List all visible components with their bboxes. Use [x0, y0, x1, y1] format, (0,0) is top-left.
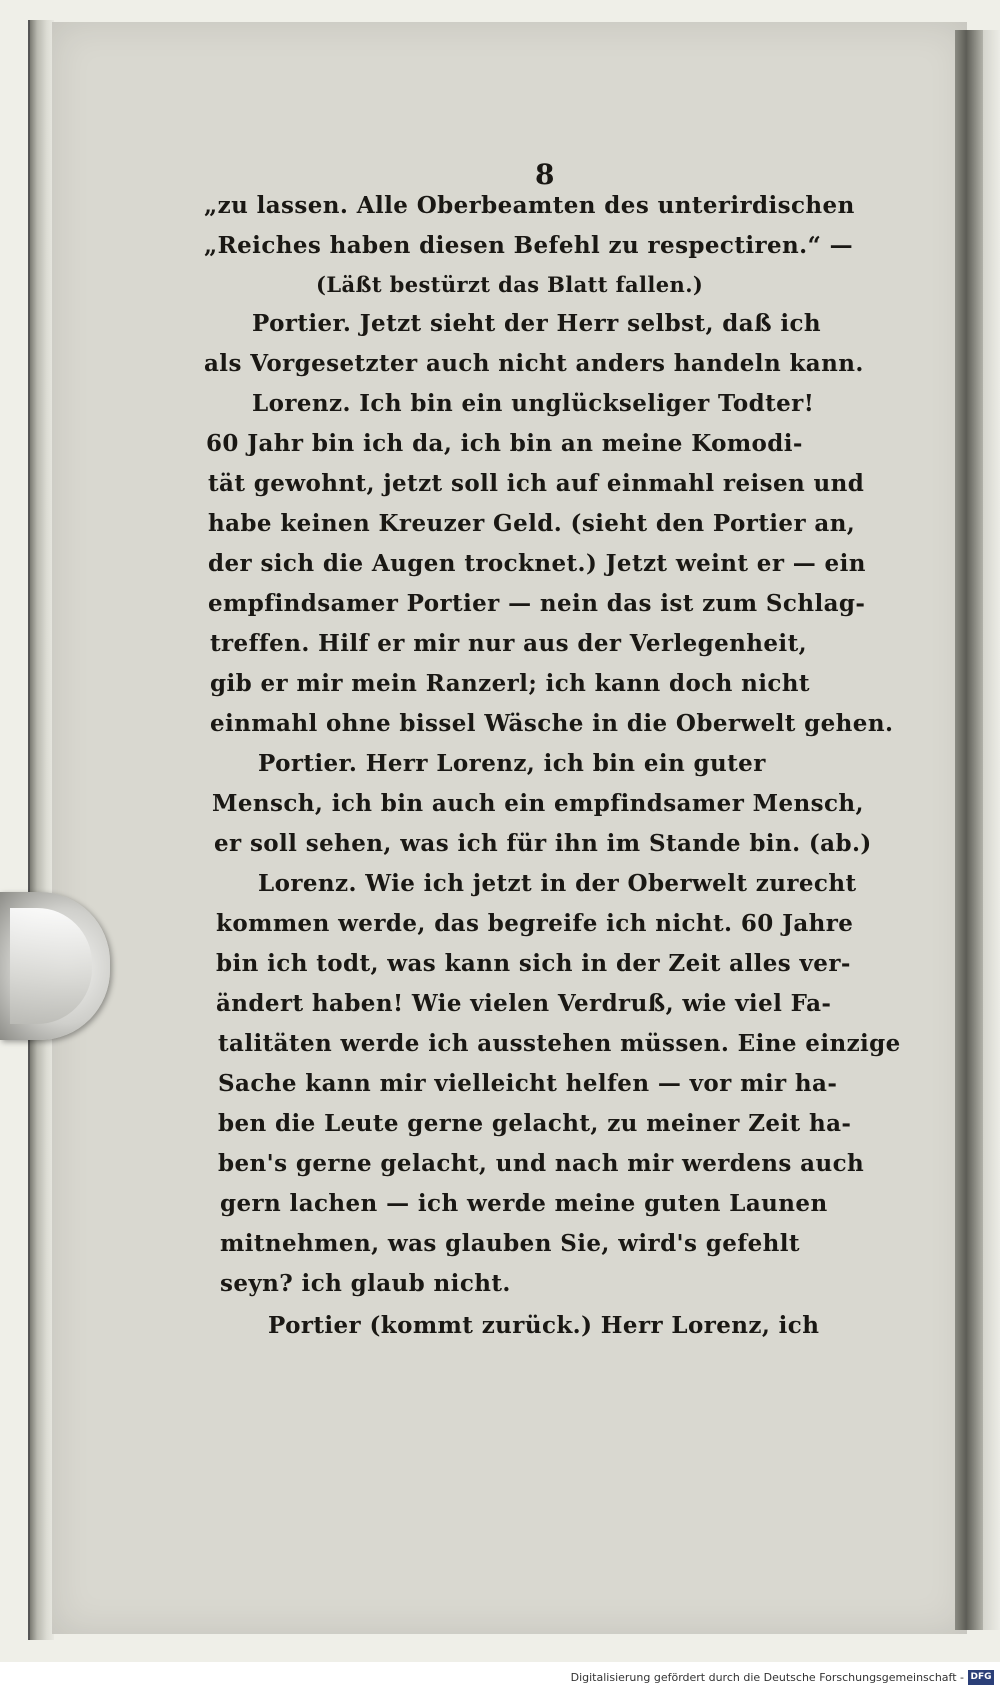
- text-line: seyn? ich glaub nicht.: [220, 1270, 511, 1297]
- text-line-speaker: Portier. Herr Lorenz, ich bin ein guter: [258, 750, 766, 777]
- page-right-edge: [983, 30, 1000, 1630]
- book-page: [52, 22, 967, 1634]
- text-line: empfindsamer Portier — nein das ist zum Schlag-: [208, 590, 866, 617]
- text-line: tät gewohnt, jetzt soll ich auf einmahl reisen und: [208, 470, 865, 497]
- text-line: ben die Leute gerne gelacht, zu meiner Zeit ha-: [218, 1110, 852, 1137]
- text-line: gib er mir mein Ranzerl; ich kann doch nicht: [210, 670, 810, 697]
- digitization-credit: Digitalisierung gefördert durch die Deutsche Forschungsgemeinschaft -: [570, 1671, 964, 1684]
- text-line-speaker: Lorenz. Ich bin ein unglückseliger Todter!: [252, 390, 815, 417]
- text-line: „Reiches haben diesen Befehl zu respectiren.“ —: [204, 232, 854, 259]
- text-line-speaker: Portier (kommt zurück.) Herr Lorenz, ich: [268, 1312, 820, 1339]
- page-clip-highlight: [10, 908, 92, 1024]
- page-gutter-shadow: [955, 30, 983, 1630]
- text-line: ändert haben! Wie vielen Verdruß, wie viel Fa-: [216, 990, 832, 1017]
- text-line: talitäten werde ich ausstehen müssen. Eine einzige: [218, 1030, 901, 1057]
- text-line-speaker: Portier. Jetzt sieht der Herr selbst, daß ich: [252, 310, 822, 337]
- dfg-logo: DFG: [968, 1670, 994, 1685]
- text-line: habe keinen Kreuzer Geld. (sieht den Portier an,: [208, 510, 856, 537]
- text-line: gern lachen — ich werde meine guten Launen: [220, 1190, 828, 1217]
- text-line: Sache kann mir vielleicht helfen — vor mir ha-: [218, 1070, 838, 1097]
- footer-bar: [0, 1664, 1000, 1696]
- text-line: mitnehmen, was glauben Sie, wird's gefehlt: [220, 1230, 800, 1257]
- book-spine-edge: [28, 20, 54, 1640]
- text-line: Mensch, ich bin auch ein empfindsamer Mensch,: [212, 790, 864, 817]
- text-line: 60 Jahr bin ich da, ich bin an meine Komodi-: [206, 430, 803, 457]
- page-number: 8: [535, 158, 555, 191]
- text-line: kommen werde, das begreife ich nicht. 60 Jahre: [216, 910, 854, 937]
- text-line: bin ich todt, was kann sich in der Zeit alles ver-: [216, 950, 851, 977]
- text-line: er soll sehen, was ich für ihn im Stande bin. (ab.): [214, 830, 872, 857]
- text-line-speaker: Lorenz. Wie ich jetzt in der Oberwelt zurecht: [258, 870, 857, 897]
- text-line: „zu lassen. Alle Oberbeamten des unterirdischen: [204, 192, 855, 219]
- text-line: einmahl ohne bissel Wäsche in die Oberwelt gehen.: [210, 710, 894, 737]
- text-line: der sich die Augen trocknet.) Jetzt weint er — ein: [208, 550, 866, 577]
- text-line: treffen. Hilf er mir nur aus der Verlegenheit,: [210, 630, 808, 657]
- text-line: als Vorgesetzter auch nicht anders handeln kann.: [204, 350, 864, 377]
- stage-direction: (Läßt bestürzt das Blatt fallen.): [316, 272, 704, 297]
- text-line: ben's gerne gelacht, und nach mir werdens auch: [218, 1150, 865, 1177]
